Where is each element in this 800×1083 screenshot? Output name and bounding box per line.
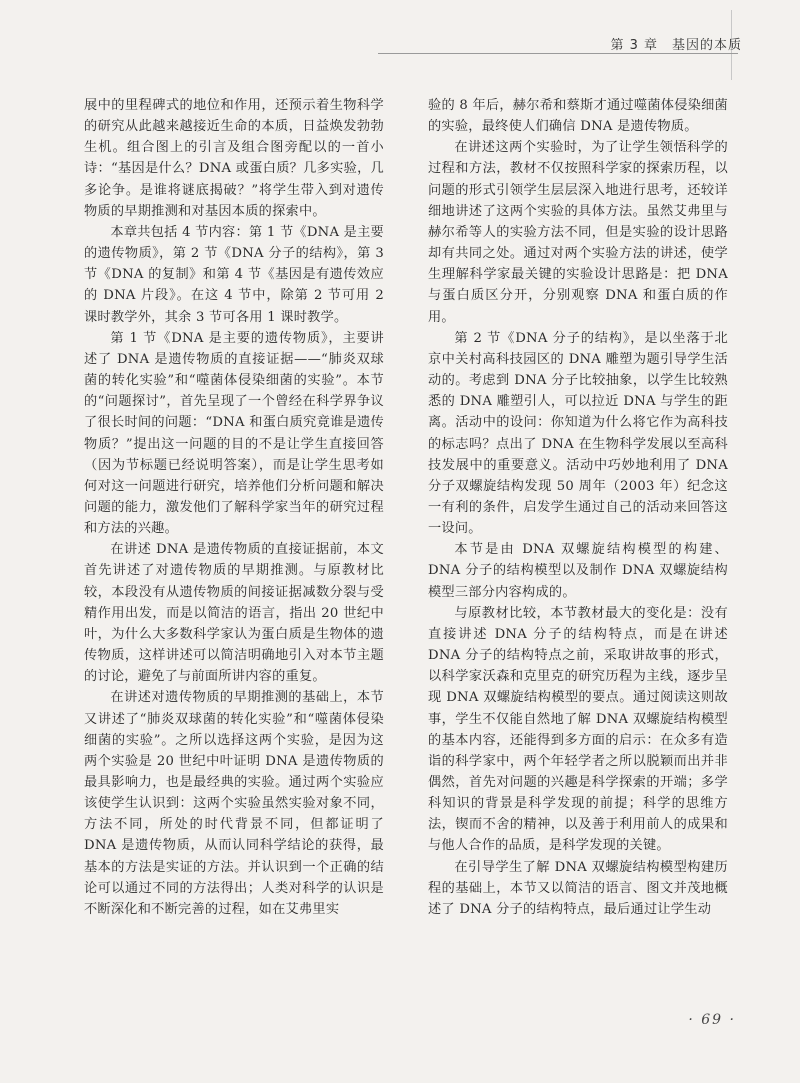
page-number: · 69 · [688, 1012, 736, 1028]
left-text-column [84, 95, 384, 920]
paragraph: 本章共包括 4 节内容：第 1 节《DNA 是主要的遗传物质》，第 2 节《DNA 分子的结构》，第 3 节《DNA 的复制》和第 4 节《基因是有遗传效应的 DNA 片段》。在这 4 节中，除第 2 节可用 2 课时教学外，其余 3 节可各用 1 课时教学。 [84, 224, 384, 325]
right-text-column [428, 95, 728, 920]
paragraph: 验的 8 年后，赫尔希和蔡斯才通过噬菌体侵染细菌的实验，最终使人们确信 DNA 是遗传物质。 [428, 98, 728, 135]
paragraph: 在引导学生了解 DNA 双螺旋结构模型构建历程的基础上，本节又以简洁的语言、图文并茂地概述了 DNA 分子的结构特点，最后通过让学生动 [428, 859, 728, 917]
chapter-running-head: 第 3 章 基因的本质 [610, 38, 742, 53]
paragraph: 第 1 节《DNA 是主要的遗传物质》，主要讲述了 DNA 是遗传物质的直接证据——“肺炎双球菌的转化实验”和“噬菌体侵染细菌的实验”。本节的“问题探讨”，首先呈现了一个曾经在科学界争议了很长时间的问题：“DNA 和蛋白质究竟谁是遗传物质？”提出这一问题的目的不是让学生直接回答（因为节标题已经说明答案），而是让学生思考如何对这一问题进行研究，培养他们分析问题和解决问题的能力，激发他们了解科学家当年的研究过程和方法的兴趣。 [84, 330, 384, 537]
paragraph: 在讲述 DNA 是遗传物质的直接证据前，本文首先讲述了对遗传物质的早期推测。与原教材比较，本段没有从遗传物质的间接证据减数分裂与受精作用出发，而是以简洁的语言，指出 20 世纪中叶，为什么大多数科学家认为蛋白质是生物体的遗传物质，这样讲述可以简洁明确地引入对本节主题的讨论，避免了与前面所讲内容的重复。 [84, 542, 384, 685]
page-header [0, 0, 800, 60]
header-rule [378, 53, 738, 54]
paragraph: 与原教材比较，本节教材最大的变化是：没有直接讲述 DNA 分子的结构特点，而是在讲述 DNA 分子的结构特点之前，采取讲故事的形式，以科学家沃森和克里克的研究历程为主线，逐步呈现 DNA 双螺旋结构模型的要点。通过阅读这则故事，学生不仅能自然地了解 DNA 双螺旋结构模型的基本内容，还能得到多方面的启示：在众多有造诣的科学家中，两个年轻学者之所以脱颖而出并非偶然，首先对问题的兴趣是科学探索的开端；多学科知识的背景是科学发现的前提；科学的思维方法，锲而不舍的精神，以及善于利用前人的成果和与他人合作的品质，是科学发现的关键。 [428, 605, 728, 854]
paragraph: 本节是由 DNA 双螺旋结构模型的构建、DNA 分子的结构模型以及制作 DNA 双螺旋结构模型三部分内容构成的。 [428, 542, 728, 600]
paragraph: 在讲述对遗传物质的早期推测的基础上，本节又讲述了“肺炎双球菌的转化实验”和“噬菌体侵染细菌的实验”。之所以选择这两个实验，是因为这两个实验是 20 世纪中叶证明 DNA 是遗传物质的最具影响力，也是最经典的实验。通过两个实验应该使学生认识到：这两个实验虽然实验对象不同，方法不同，所处的时代背景不同，但都证明了 DNA 是遗传物质，从而认同科学结论的获得，最基本的方法是实证的方法。并认识到一个正确的结论可以通过不同的方法得出；人类对科学的认识是不断深化和不断完善的过程，如在艾弗里实 [84, 690, 384, 917]
paragraph: 第 2 节《DNA 分子的结构》，是以坐落于北京中关村高科技园区的 DNA 雕塑为题引导学生活动的。考虑到 DNA 分子比较抽象，以学生比较熟悉的 DNA 雕塑引人，可以拉近 DNA 与学生的距离。活动中的设问：你知道为什么将它作为高科技的标志吗？点出了 DNA 在生物科学发展以至高科技发展中的重要意义。活动中巧妙地利用了 DNA 分子双螺旋结构发现 50 周年（2003 年）纪念这一有利的条件，启发学生通过自己的活动来回答这一设问。 [428, 330, 728, 537]
paragraph: 在讲述这两个实验时，为了让学生领悟科学的过程和方法，教材不仅按照科学家的探索历程，以问题的形式引领学生层层深入地进行思考，还较详细地讲述了这两个实验的具体方法。虽然艾弗里与赫尔希等人的实验方法不同，但是实验的设计思路却有共同之处。通过对两个实验方法的讲述，使学生理解科学家最关键的实验设计思路是：把 DNA 与蛋白质区分开，分别观察 DNA 和蛋白质的作用。 [428, 140, 728, 325]
paragraph: 展中的里程碑式的地位和作用，还预示着生物科学的研究从此越来越接近生命的本质，日益焕发勃勃生机。组合图上的引言及组合图旁配以的一首小诗：“基因是什么？DNA 或蛋白质？几多实验，几多论争。是谁将谜底揭破？”将学生带入到对遗传物质的早期推测和对基因本质的探索中。 [84, 98, 384, 219]
